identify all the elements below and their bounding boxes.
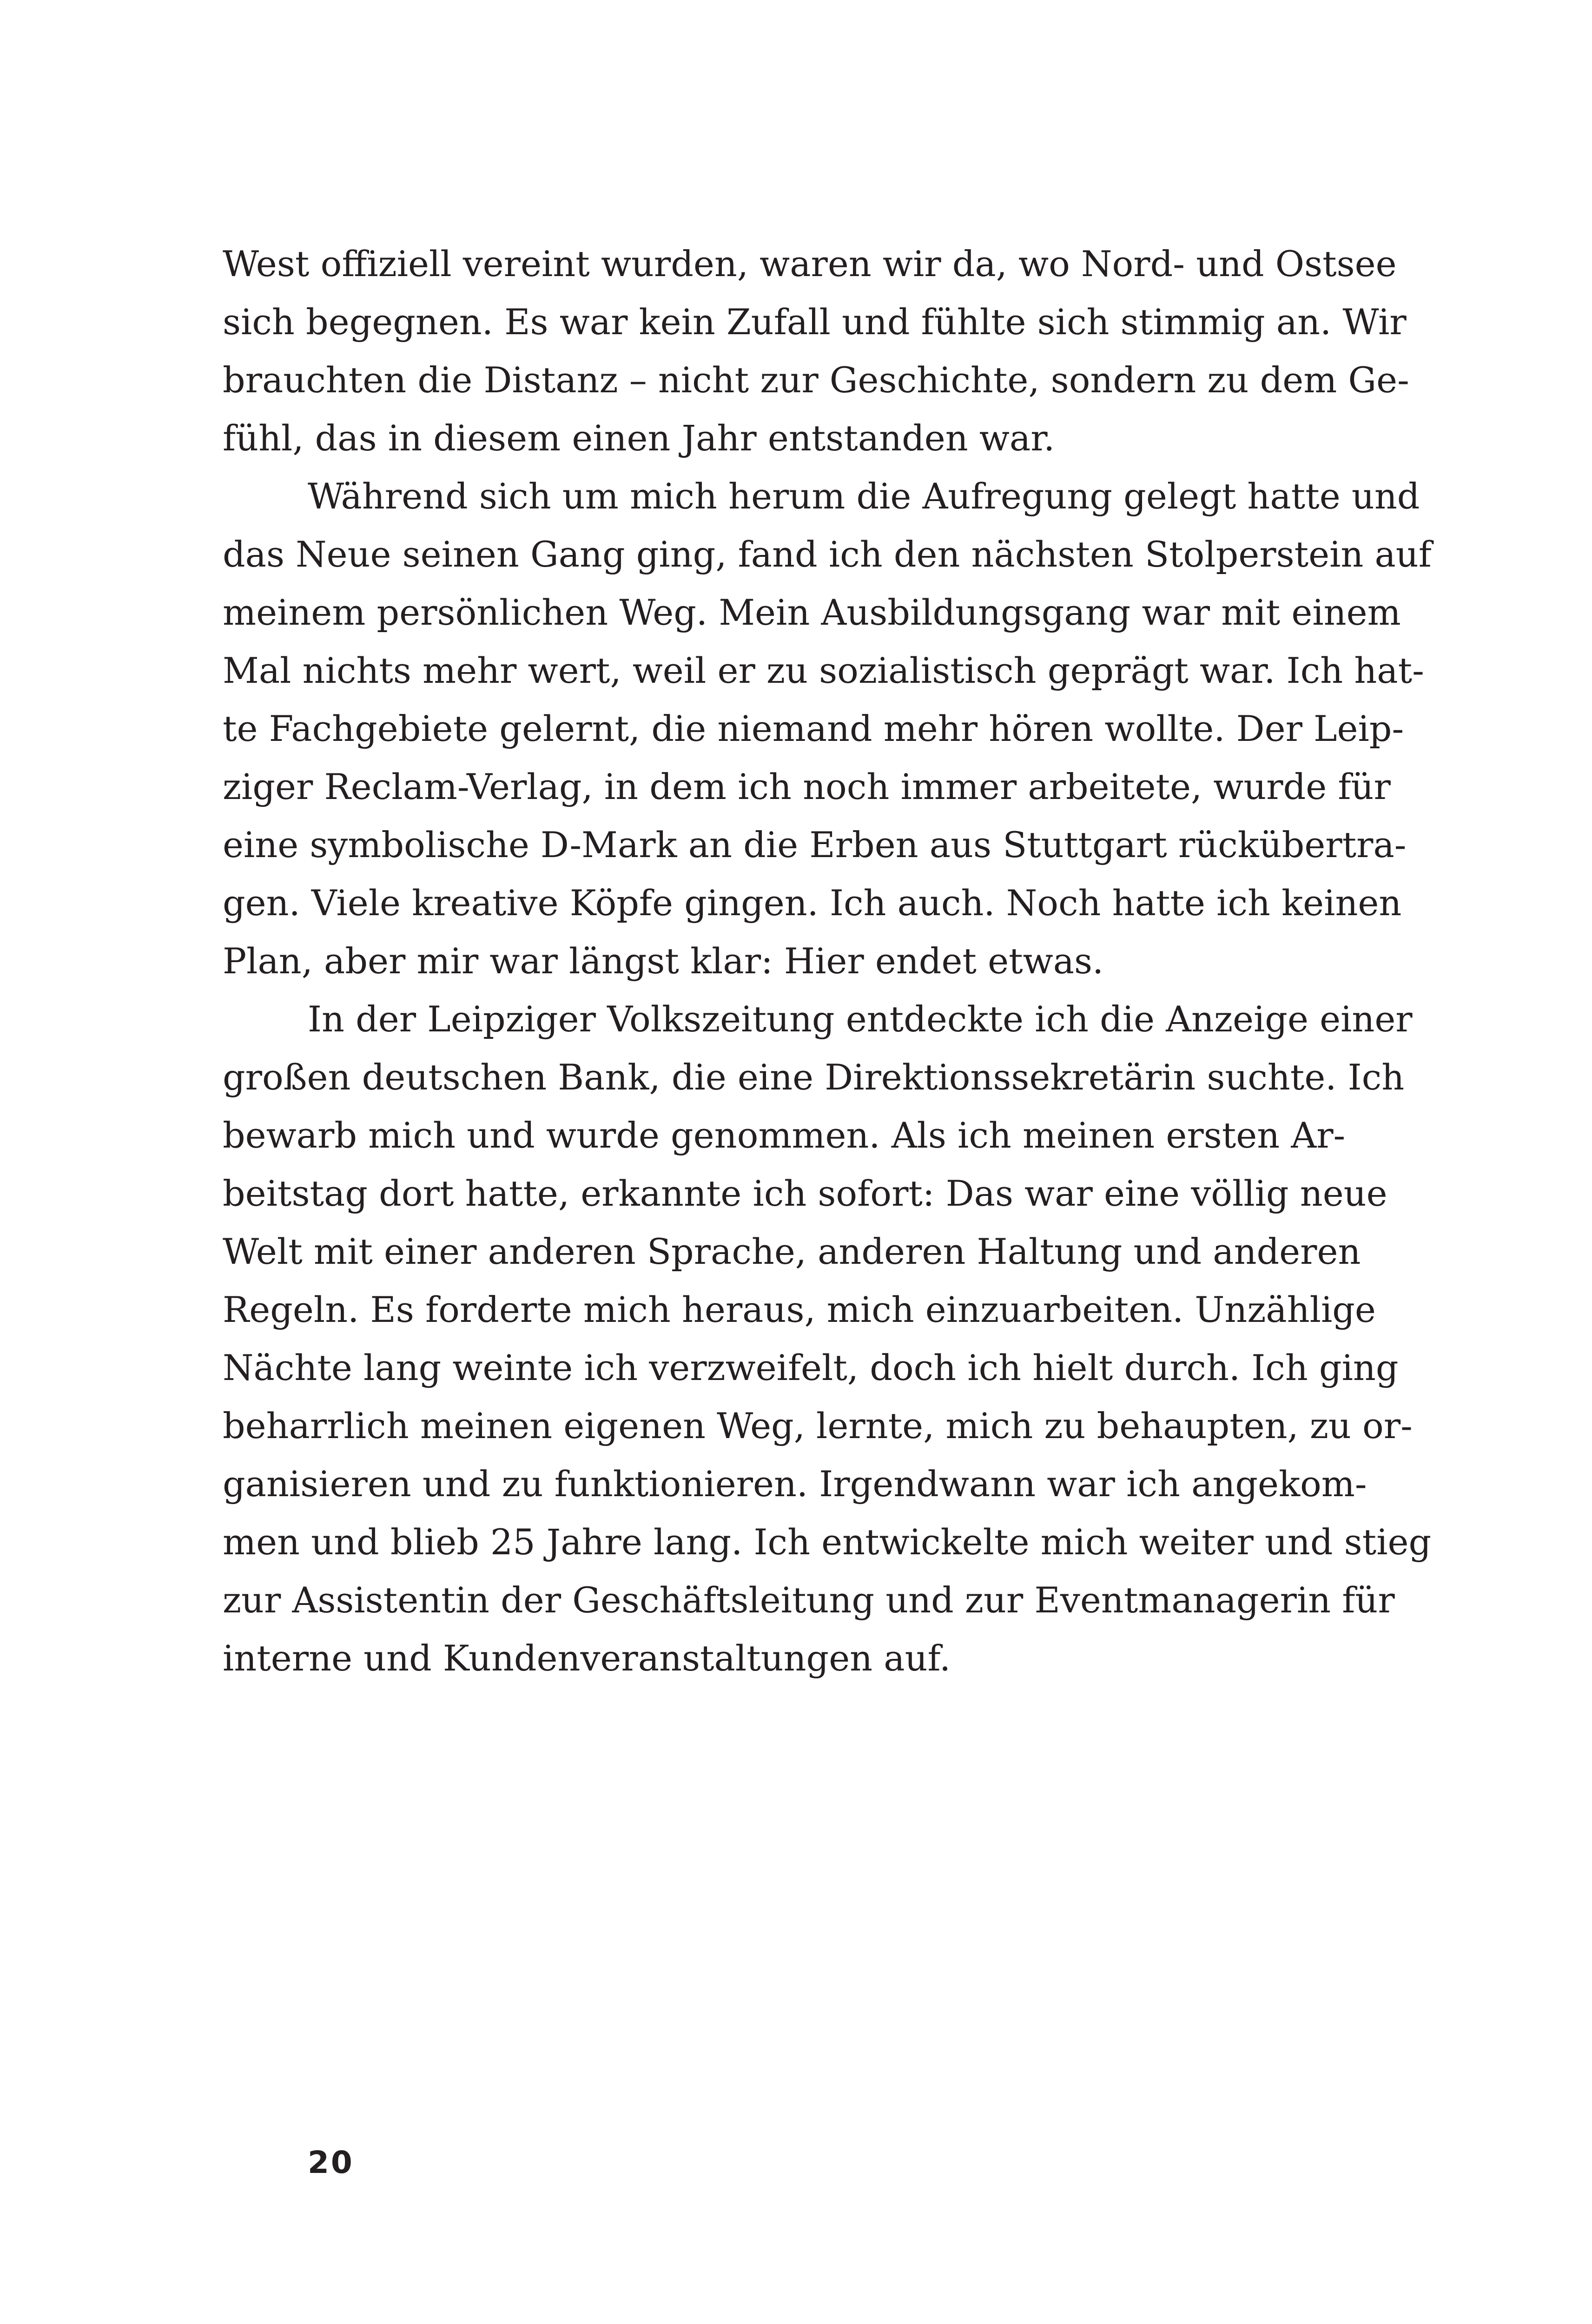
text-line: gen. Viele kreative Köpfe gingen. Ich auch. Noch hatte ich keinen (223, 882, 1402, 924)
body-text (223, 235, 1432, 1687)
text-line: Plan, aber mir war längst klar: Hier endet etwas. (223, 940, 1104, 982)
text-line: bewarb mich und wurde genommen. Als ich meinen ersten Ar- (223, 1115, 1346, 1156)
text-line: das Neue seinen Gang ging, fand ich den nächsten Stolperstein auf (223, 534, 1432, 575)
text-line: fühl, das in diesem einen Jahr entstanden war. (223, 417, 1055, 459)
text-line: Regeln. Es forderte mich heraus, mich einzuarbeiten. Unzählige (223, 1289, 1376, 1330)
text-line: Mal nichts mehr wert, weil er zu sozialistisch geprägt war. Ich hat- (223, 650, 1424, 691)
page-number: 20 (308, 2145, 354, 2180)
text-line: beitstag dort hatte, erkannte ich sofort: Das war eine völlig neue (223, 1173, 1387, 1214)
text-line: ganisieren und zu funktionieren. Irgendwann war ich angekom- (223, 1463, 1367, 1505)
text-line: te Fachgebiete gelernt, die niemand mehr hören wollte. Der Leip- (223, 708, 1404, 749)
text-line: beharrlich meinen eigenen Weg, lernte, mich zu behaupten, zu or- (223, 1405, 1413, 1446)
text-line: eine symbolische D-Mark an die Erben aus Stuttgart rückübertra- (223, 824, 1407, 865)
text-line: meinem persönlichen Weg. Mein Ausbildungsgang war mit einem (223, 592, 1401, 633)
text-line: Nächte lang weinte ich verzweifelt, doch ich hielt durch. Ich ging (223, 1347, 1399, 1388)
text-line: Welt mit einer anderen Sprache, anderen Haltung und anderen (223, 1231, 1361, 1272)
paragraph-first-line: Während sich um mich herum die Aufregung gelegt hatte und (308, 475, 1420, 517)
text-line: interne und Kundenveranstaltungen auf. (223, 1637, 951, 1679)
text-line: großen deutschen Bank, die eine Direktionssekretärin suchte. Ich (223, 1056, 1405, 1098)
paragraph-first-line: In der Leipziger Volkszeitung entdeckte ich die Anzeige einer (308, 998, 1413, 1040)
text-line: West offiziell vereint wurden, waren wir da, wo Nord- und Ostsee (223, 243, 1397, 284)
text-line: sich begegnen. Es war kein Zufall und fühlte sich stimmig an. Wir (223, 301, 1407, 343)
text-line: men und blieb 25 Jahre lang. Ich entwickelte mich weiter und stieg (223, 1521, 1432, 1563)
text-line: brauchten die Distanz – nicht zur Geschichte, sondern zu dem Ge- (223, 359, 1409, 401)
text-line: ziger Reclam-Verlag, in dem ich noch immer arbeitete, wurde für (223, 766, 1391, 807)
text-line: zur Assistentin der Geschäftsleitung und zur Eventmanagerin für (223, 1579, 1395, 1621)
